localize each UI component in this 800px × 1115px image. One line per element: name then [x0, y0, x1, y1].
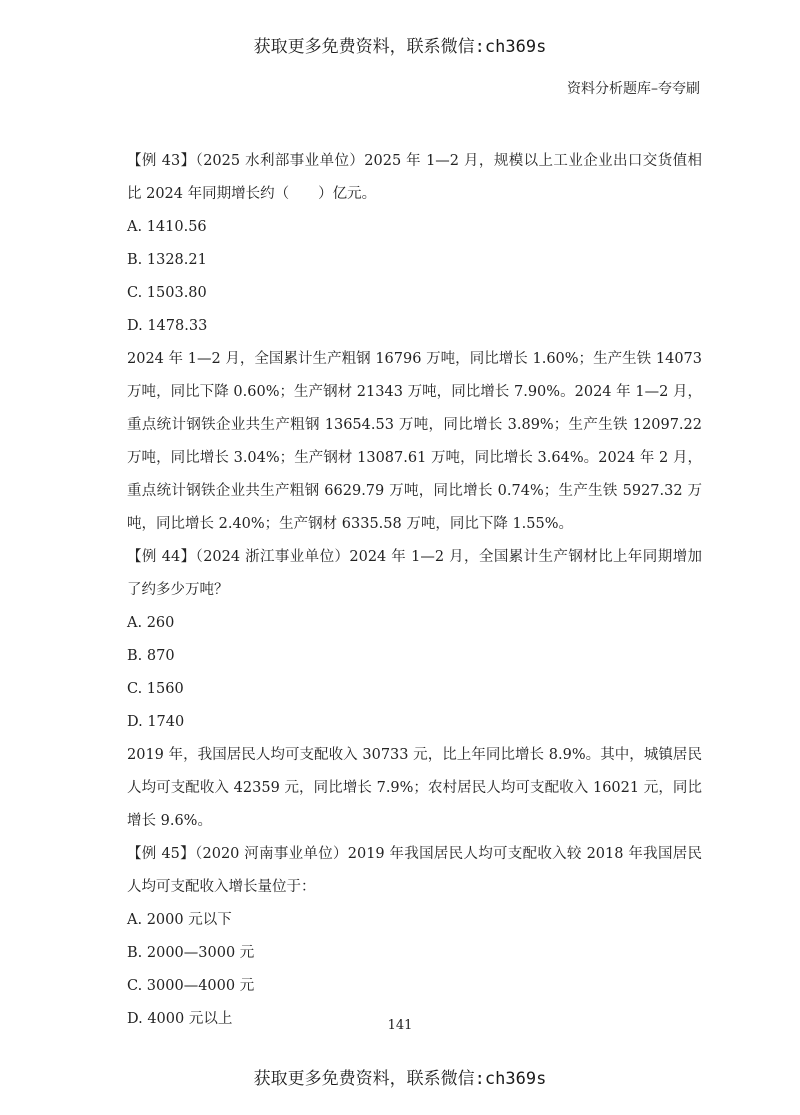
passage-income: 2019 年，我国居民人均可支配收入 30733 元，比上年同比增长 8.9%。其中，城镇居民人均可支配收入 42359 元，同比增长 7.9%；农村居民人均可支配收入 16021 元，同比增长 9.6%。 [127, 747, 702, 829]
question-43-label: 【例 43】 [127, 153, 196, 169]
q43-option-b: B. 1328.21 [127, 252, 207, 268]
q43-option-d: D. 1478.33 [127, 318, 208, 334]
q45-option-b: B. 2000—3000 元 [127, 945, 255, 961]
question-45 [127, 838, 702, 904]
q43-option-a: A. 1410.56 [127, 219, 207, 235]
question-44-text: （2024 浙江事业单位）2024 年 1—2 月，全国累计生产钢材比上年同期增加了约多少万吨？ [127, 549, 702, 598]
top-watermark-banner: 获取更多免费资料，联系微信:ch369s [253, 37, 547, 57]
page-content [127, 145, 702, 1036]
page-number: 141 [387, 1018, 413, 1033]
bottom-watermark-banner: 获取更多免费资料，联系微信:ch369s [253, 1069, 547, 1089]
q45-option-c: C. 3000—4000 元 [127, 978, 255, 994]
question-43-text: （2025 水利部事业单位）2025 年 1—2 月，规模以上工业企业出口交货值相比 2024 年同期增长约（ ）亿元。 [127, 153, 702, 202]
page-header-title: 资料分析题库–夸夸刷 [567, 81, 700, 97]
q44-option-c: C. 1560 [127, 681, 184, 697]
q44-option-a: A. 260 [127, 615, 175, 631]
q45-option-d: D. 4000 元以上 [127, 1011, 233, 1027]
question-44 [127, 541, 702, 607]
passage-steel: 2024 年 1—2 月，全国累计生产粗钢 16796 万吨，同比增长 1.60%；生产生铁 14073 万吨，同比下降 0.60%；生产钢材 21343 万吨，同比增长 7.90%。2024 年 1—2 月，重点统计钢铁企业共生产粗钢 13654.53 万吨，同比增长 3.89%；生产生铁 12097.22 万吨，同比增长 3.04%；生产钢材 13087.61 万吨，同比增长 3.64%。2024 年 2 月，重点统计钢铁企业共生产粗钢 6629.79 万吨，同比增长 0.74%；生产生铁 5927.32 万吨，同比增长 2.40%；生产钢材 6335.58 万吨，同比下降 1.55%。 [127, 351, 702, 532]
q44-option-d: D. 1740 [127, 714, 185, 730]
question-45-text: （2020 河南事业单位）2019 年我国居民人均可支配收入较 2018 年我国居民人均可支配收入增长量位于： [127, 846, 702, 895]
question-45-label: 【例 45】 [127, 846, 195, 862]
question-44-label: 【例 44】 [127, 549, 196, 565]
q44-option-b: B. 870 [127, 648, 175, 664]
q43-option-c: C. 1503.80 [127, 285, 207, 301]
question-43 [127, 145, 702, 211]
q45-option-a: A. 2000 元以下 [127, 912, 232, 928]
